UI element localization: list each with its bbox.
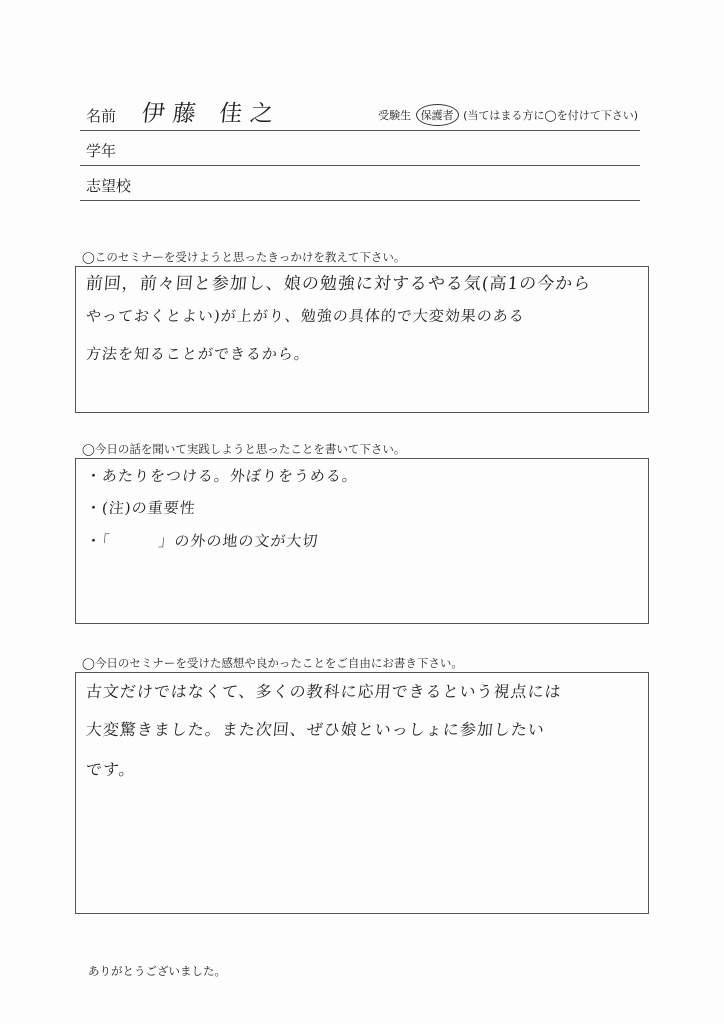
answer-2-line-3: ・「 」の外の地の文が大切 — [85, 532, 320, 550]
answer-2-line-2: ・(注)の重要性 — [85, 499, 197, 517]
question-1: ◯このセミナーを受けようと思ったきっかけを教えて下さい。 — [82, 250, 406, 264]
status-selector — [378, 104, 638, 126]
name-label: 名前 — [86, 107, 117, 125]
status-option-candidate: 受験生 — [378, 109, 412, 122]
status-option-guardian-circled: 保護者 — [416, 104, 459, 126]
answer-1-line-3: 方法を知ることができるから。 — [85, 345, 311, 363]
grade-label: 学年 — [86, 142, 117, 160]
school-label: 志望校 — [86, 177, 132, 195]
thank-you-text: ありがとうございました。 — [88, 964, 226, 978]
answer-3-line-2: 大変驚きました。また次回、ぜひ娘といっしょに参加したい — [85, 720, 546, 739]
school-row — [80, 166, 640, 201]
answer-1-line-1: 前回，前々回と参加し、娘の勉強に対するやる気(高1の今から — [84, 274, 593, 294]
grade-row — [80, 131, 640, 166]
answer-3-line-1: 古文だけではなくて、多くの教科に応用できるという視点には — [85, 682, 563, 701]
answer-3-line-3: です。 — [85, 760, 137, 779]
question-3: ◯今日のセミナーを受けた感想や良かったことをご自由にお書き下さい。 — [82, 656, 463, 670]
answer-box-1 — [75, 266, 649, 413]
name-handwritten-value: 伊藤 佳之 — [140, 101, 283, 127]
answer-1-line-2: やっておくとよい)が上がり、勉強の具体的で大変効果のある — [85, 307, 526, 325]
question-2: ◯今日の話を聞いて実践しようと思ったことを書いて下さい。 — [82, 442, 406, 456]
answer-box-3 — [75, 672, 649, 914]
answer-2-line-1: ・あたりをつける。外ぼりをうめる。 — [85, 467, 359, 485]
name-row — [80, 96, 640, 131]
answer-box-2 — [75, 458, 649, 624]
status-instruction: (当てはまる方に◯を付けて下さい) — [463, 109, 638, 122]
